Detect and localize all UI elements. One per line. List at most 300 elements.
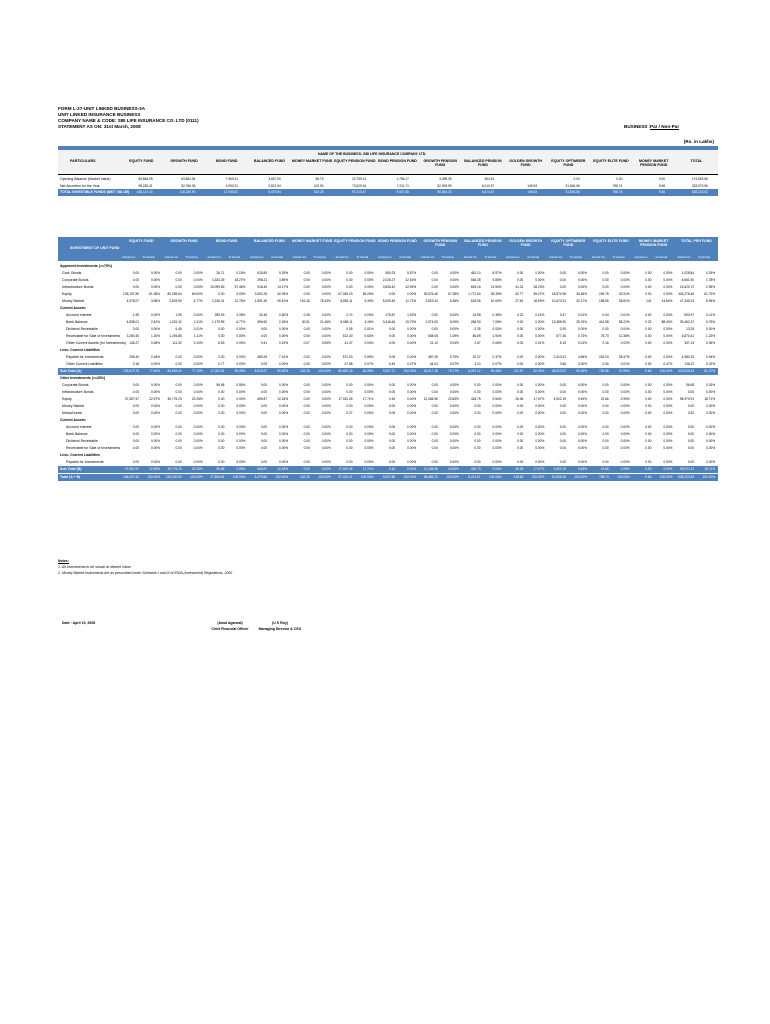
invest-cell: 659.87 [257, 397, 268, 402]
invest-cell: 0.00 [474, 446, 481, 451]
invest-cell: 0.01% [620, 362, 630, 366]
invest-cell: 39.39% [490, 292, 502, 296]
invest-cell: 4,983.15 [681, 355, 695, 359]
invest-cell: 0.00% [577, 432, 587, 437]
invest-cell: 0.00% [706, 439, 716, 444]
summary-cell: 22,799.13 [352, 177, 367, 181]
invest-cell: 0.00 [431, 460, 438, 465]
notes-heading: Notes: [58, 559, 69, 563]
summary-row [58, 176, 718, 183]
invest-cell: 0.00 [175, 285, 182, 289]
invest-cell: 0.00% [663, 446, 673, 451]
invest-cell: 0.79% [449, 355, 459, 359]
invest-row-label: Less: Current Liabilities [60, 453, 100, 458]
invest-cell: 0.00 [474, 411, 481, 416]
invest-cell: 6,474.67 [468, 474, 481, 479]
invest-cell: 100.00% [574, 474, 587, 479]
invest-cell: 0.00% [535, 383, 545, 388]
invest-cell: 6,067.12 [468, 369, 481, 373]
invest-cell: 0.00 [602, 404, 609, 409]
invest-cell: 0.00% [620, 446, 630, 451]
invest-cell: 0.00 [388, 432, 396, 437]
signatory-1-name: (Amal Agarwal) [217, 621, 243, 625]
signatory-1-title: Chief Financial Officer [211, 627, 249, 631]
invest-cell: 0.01% [535, 341, 545, 345]
invest-cell: 0.01% [364, 327, 374, 331]
invest-cell: 0.00% [577, 362, 587, 366]
summary-cell: 9,090.31 [225, 183, 239, 188]
invest-fund-header: GROWTH FUND [170, 239, 198, 243]
invest-cell: 0.00% [449, 446, 459, 451]
invest-cell: 0.00 [260, 432, 268, 437]
invest-cell: 0.00 [602, 271, 609, 275]
invest-cell: 41.24 [515, 285, 524, 289]
summary-fund-header: GROWTH FUND [170, 159, 198, 163]
invest-row [58, 284, 718, 291]
invest-cell: 0.00% [193, 439, 203, 444]
invest-cell: 0.00 [559, 432, 566, 437]
invest-cell: 0.07% [407, 362, 417, 366]
invest-cell: 0.00 [645, 341, 652, 345]
sub-pct: % Actual [698, 255, 710, 259]
invest-cell: 100.00% [232, 474, 246, 479]
invest-cell: 0.00% [492, 327, 502, 331]
invest-cell: 0.00% [663, 439, 673, 444]
invest-cell: 0.00% [364, 404, 374, 409]
invest-cell: 0.00% [321, 271, 331, 275]
invest-cell: 78.43% [319, 299, 331, 303]
invest-cell: 0.00 [431, 432, 438, 437]
summary-cell: 116,330.90 [179, 190, 196, 195]
invest-fund-header: BOND PENSION FUND [378, 239, 417, 243]
invest-cell: 0.00 [303, 467, 310, 472]
invest-cell: 0.00% [577, 411, 587, 416]
invest-cell: 30,776.23 [167, 397, 182, 402]
invest-cell: 0.00 [431, 425, 438, 430]
invest-cell: 4,838.01 [126, 320, 139, 324]
invest-cell: 0.00 [559, 327, 566, 331]
invest-cell: 612.40 [342, 334, 353, 338]
invest-row-label: Money Market [62, 299, 85, 303]
invest-cell: 17.71% [362, 467, 374, 472]
invest-cell: 0.00% [407, 411, 417, 416]
invest-cell: 0.00% [663, 313, 673, 317]
invest-cell: 6,069.11 [340, 320, 353, 324]
invest-cell: 0.00% [492, 383, 502, 388]
invest-cell: 0.00% [535, 446, 545, 451]
invest-cell: 6.45 [175, 327, 182, 331]
invest-row [58, 424, 718, 431]
invest-cell: 0.00% [620, 460, 630, 465]
invest-cell: 0.47% [663, 362, 673, 366]
sub-pct: % Actual [655, 255, 668, 259]
invest-cell: 3,280.30 [126, 334, 139, 338]
invest-cell: 0.09 [260, 362, 268, 366]
invest-cell: 21.46% [319, 320, 331, 324]
invest-cell: 141 [646, 299, 652, 303]
invest-cell: 121.87 [513, 369, 524, 373]
invest-cell: 1.59 [175, 313, 182, 317]
invest-cell: 1,294.85 [169, 334, 182, 338]
invest-cell: 14.64% [661, 299, 673, 303]
invest-cell: 100.00% [659, 369, 673, 373]
footer-date: Date : April 19, 2008 [62, 621, 96, 625]
invest-cell: 0.04% [449, 341, 459, 345]
invest-row-label: Corporate Bonds [62, 383, 89, 388]
invest-cell: 18.71% [704, 467, 716, 472]
invest-cell: 0.00 [517, 362, 524, 366]
invest-cell: 0.00% [364, 411, 374, 416]
invest-cell: 0.00% [492, 404, 502, 409]
invest-cell: 0.00 [602, 446, 609, 451]
invest-cell: 0.00 [132, 390, 139, 395]
invest-cell: 0.00 [602, 439, 609, 444]
invest-cell: 17,310.05 [338, 467, 353, 472]
invest-cell: 10.38% [618, 334, 630, 338]
summary-cell: 3,657.90 [268, 177, 281, 181]
invest-cell: 90.26% [576, 369, 587, 373]
invest-row [58, 396, 718, 403]
invest-cell: 27.81 [515, 299, 524, 303]
invest-row-label: Payable for Investments [66, 355, 104, 359]
invest-cell: 0.28 [303, 313, 310, 317]
invest-cell: 0.00% [407, 327, 417, 331]
invest-cell: 0.00% [577, 327, 587, 331]
invest-cell: 0.00% [577, 383, 587, 388]
invest-cell: 481.10 [470, 271, 481, 275]
invest-cell: 98,971.11 [680, 467, 695, 472]
invest-cell: 3,416.64 [382, 320, 396, 324]
invest-cell: 0.00% [364, 439, 374, 444]
invest-cell: 81.38% [149, 292, 160, 296]
invest-cell: 0.00% [407, 397, 417, 402]
invest-cell: 17,310.05 [338, 397, 353, 402]
summary-cell: 7,211.71 [396, 183, 409, 188]
invest-row [58, 305, 718, 312]
invest-cell: 0.00 [388, 439, 396, 444]
invest-cell: 0.00% [620, 278, 630, 282]
invest-cell: 0.00% [150, 362, 160, 366]
invest-cell: 15.79% [405, 320, 417, 324]
invest-cell: 0.00 [260, 390, 268, 395]
invest-cell: 0.00 [687, 432, 695, 437]
invest-cell: 18.27% [234, 278, 246, 282]
investment-label: INVESTMENT OF UNIT FUND [70, 246, 120, 250]
invest-cell: 0.00 [602, 285, 609, 289]
invest-cell: 0.07% [364, 362, 374, 366]
summary-banner-text: NAME OF THE BUSINESS: SBI LIFE INSURANCE COMPANY LTD. [318, 152, 427, 156]
business-value: Par / Non-Par [650, 124, 680, 129]
summary-cell: 96,282.41 [138, 183, 153, 188]
invest-cell: 0.00% [535, 411, 545, 416]
invest-cell: 0.01% [620, 313, 630, 317]
invest-cell: 0.00 [260, 446, 268, 451]
invest-cell: 0.00 [346, 446, 353, 451]
summary-cell: 3,499.25 [439, 177, 452, 181]
invest-cell: 1,691.26 [254, 299, 268, 303]
invest-cell: 0.07% [492, 362, 502, 366]
invest-cell: 98,970.91 [679, 397, 695, 402]
invest-cell: 0.00% [449, 327, 459, 331]
invest-cell: 0.00 [431, 383, 438, 388]
invest-row [58, 319, 718, 326]
invest-cell: 0.00 [132, 425, 139, 430]
invest-cell: 0.01% [577, 313, 587, 317]
summary-cell: 7,960.31 [225, 177, 239, 181]
invest-cell: 1.78% [706, 278, 716, 282]
invest-cell: 82.28% [362, 369, 374, 373]
invest-cell: 295.40 [129, 355, 139, 359]
invest-cell: 0.00% [449, 432, 459, 437]
invest-cell: 0.00% [193, 404, 203, 409]
invest-cell: 0.00% [150, 439, 160, 444]
invest-cell: 0.00% [364, 425, 374, 430]
sub-pct: % Actual [527, 255, 539, 259]
invest-cell: 0.04 [602, 313, 609, 317]
summary-cell: 69,864.99 [138, 177, 153, 181]
invest-cell: 2,226.41 [211, 299, 225, 303]
summary-row [58, 189, 718, 196]
invest-cell: 0.00% [577, 439, 587, 444]
invest-cell: 0.00 [517, 439, 524, 444]
sub-actual: Actual Inv. [250, 255, 264, 259]
invest-cell: 9.54% [492, 467, 502, 472]
invest-cell: 0.00% [492, 439, 502, 444]
invest-cell: 0.00 [687, 425, 695, 430]
invest-cell: 46,923.87 [551, 369, 566, 373]
invest-cell: 2.74 [346, 313, 353, 317]
invest-cell: 0.00% [321, 285, 331, 289]
sub-actual: Actual Inv. [164, 255, 179, 259]
invest-cell: 0.10% [193, 341, 203, 345]
invest-cell: 0.00% [407, 355, 417, 359]
invest-cell: 0.00% [150, 383, 160, 388]
summary-cell: 2,821.94 [268, 183, 281, 188]
invest-cell: 0.00% [321, 404, 331, 409]
summary-cell: 454.51 [484, 177, 495, 181]
invest-cell: 0.00% [150, 390, 160, 395]
invest-cell: 0.00% [577, 404, 587, 409]
invest-cell: 0.00% [236, 460, 246, 465]
invest-cell: 0.00% [193, 355, 203, 359]
invest-fund-header: BALANCED FUND [253, 239, 286, 243]
invest-cell: 0.00% [364, 271, 374, 275]
invest-cell: 79.17% [448, 369, 459, 373]
summary-cell: 6,479.84 [268, 190, 281, 195]
invest-cell: 0.00 [132, 439, 139, 444]
invest-cell: 2,028.27 [382, 278, 396, 282]
invest-cell: 0.00% [407, 404, 417, 409]
invest-cell: 0.00 [559, 285, 566, 289]
invest-cell: 0.55% [236, 467, 246, 472]
invest-cell: 0.11% [706, 313, 716, 317]
invest-cell: 0.15% [535, 313, 545, 317]
invest-row [58, 382, 718, 389]
invest-cell: 96.68 [216, 383, 225, 388]
invest-cell: 0.00 [474, 404, 481, 409]
invest-cell: 6,479.84 [254, 474, 268, 479]
invest-cell: 97.89% [618, 369, 630, 373]
invest-cell: 0.00 [303, 327, 310, 331]
invest-cell: 100.00% [318, 474, 331, 479]
invest-cell: 0.00 [559, 271, 566, 275]
invest-cell: 0.00 [303, 334, 310, 338]
invest-cell: 9.66 [645, 474, 652, 479]
invest-row-label: Receivable for Sale of Investments [66, 334, 121, 338]
invest-cell: 0.00% [193, 278, 203, 282]
invest-cell: 0.00% [150, 425, 160, 430]
invest-cell: 18,974.95 [551, 292, 566, 296]
invest-cell: 0.00 [303, 390, 310, 395]
invest-cell: 0.00% [663, 285, 673, 289]
invest-cell: 0.00 [687, 460, 695, 465]
summary-fund-header: EQUITY FUND [129, 159, 154, 163]
invest-row-label: Receivable for Sale of Investments [66, 446, 121, 451]
invest-cell: 100.00% [318, 369, 331, 373]
invest-row [58, 452, 718, 459]
invest-cell: 487.49 [428, 355, 438, 359]
invest-cell: 0.00 [687, 439, 695, 444]
invest-cell: 0.00 [645, 425, 652, 430]
invest-cell: 100.00% [489, 474, 502, 479]
invest-cell: 0.55 [346, 327, 353, 331]
invest-cell: 0.00 [303, 271, 310, 275]
invest-cell: 162.25 [300, 369, 310, 373]
invest-cell: 17,508.61 [210, 474, 225, 479]
invest-cell: 0.00% [535, 327, 545, 331]
invest-cell: 216.03 [598, 355, 609, 359]
sub-actual: Actual Inv. [207, 255, 222, 259]
invest-cell: 0.00% [150, 432, 160, 437]
invest-cell: 0.00% [577, 390, 587, 395]
sub-pct: % Actual [441, 255, 454, 259]
invest-row [58, 438, 718, 445]
invest-cell: 3,652.25 [254, 292, 268, 296]
invest-cell: 18.71% [704, 397, 716, 402]
sub-pct: % Actual [356, 255, 369, 259]
invest-cell: 162.25 [300, 474, 310, 479]
invest-cell: 28.47% [618, 355, 630, 359]
invest-cell: 0.00 [260, 334, 268, 338]
invest-cell: 0.00 [346, 278, 353, 282]
invest-cell: 0.00 [687, 404, 695, 409]
invest-cell: 0.15% [279, 341, 289, 345]
invest-cell: 8.97% [492, 271, 502, 275]
invest-cell: 256.90 [470, 320, 481, 324]
invest-cell: 0.00% [279, 439, 289, 444]
invest-cell: 0.00% [492, 446, 502, 451]
invest-cell: 441.58 [598, 320, 609, 324]
invest-cell: 0.00% [577, 446, 587, 451]
invest-cell: 0.00% [321, 278, 331, 282]
invest-cell: 0.00% [663, 425, 673, 430]
invest-cell: 0.00% [535, 355, 545, 359]
invest-cell: 0.00% [236, 432, 246, 437]
invest-cell: 0.00% [620, 439, 630, 444]
invest-cell: 0.07% [449, 362, 459, 366]
invest-row-label: Total (A + B) [60, 474, 81, 479]
invest-cell: 0.00% [407, 341, 417, 345]
invest-row-label: Bank Balance [66, 320, 88, 324]
invest-cell: 22.55% [149, 467, 160, 472]
form-title: FORM L-27-UNIT LINKED BUSINESS-3A [58, 106, 146, 111]
invest-cell: 26.36 [515, 467, 524, 472]
units-note: (Rs. in Lakhs) [683, 139, 714, 144]
invest-cell: 0.00 [132, 285, 139, 289]
invest-cell: 18.59% [533, 299, 545, 303]
invest-cell: 0.00 [175, 355, 182, 359]
invest-cell: 0.00% [407, 292, 417, 296]
invest-cell: 20.83% [448, 467, 459, 472]
invest-cell: 11.72% [405, 299, 417, 303]
invest-row-label: Current Assets: [60, 306, 87, 310]
invest-cell: 0.00 [517, 425, 524, 430]
invest-cell: 0.00% [193, 313, 203, 317]
invest-row-label: Equity [62, 397, 72, 402]
invest-cell: 0.00% [321, 292, 331, 296]
invest-cell: 0.06% [492, 341, 502, 345]
invest-cell: 0.00% [663, 327, 673, 331]
invest-cell: 9.39% [364, 299, 374, 303]
invest-cell: 0.00% [150, 313, 160, 317]
invest-cell: 96.68 [216, 467, 225, 472]
invest-cell: 0.00 [517, 320, 524, 324]
invest-cell: 0.23 [645, 320, 652, 324]
invest-cell: 0.00% [279, 390, 289, 395]
summary-cell: 63,564.54 [181, 177, 196, 181]
invest-cell: 0.52 [687, 411, 695, 416]
invest-cell: 0.00 [175, 383, 182, 388]
invest-cell: 0.00 [218, 446, 225, 451]
invest-cell: 111.32 [172, 341, 182, 345]
invest-cell: 0.00 [474, 432, 481, 437]
invest-cell: 100.00% [403, 369, 417, 373]
invest-cell: 0.00% [577, 460, 587, 465]
summary-cell: 9.66 [658, 183, 666, 188]
invest-cell: 0.00% [449, 313, 459, 317]
invest-cell: 35.27% [533, 292, 545, 296]
invest-cell: 10.18% [277, 467, 289, 472]
invest-cell: 0.00 [559, 425, 566, 430]
invest-cell: 0.01% [193, 327, 203, 331]
invest-cell: 0.00% [449, 383, 459, 388]
invest-cell: 20.83% [448, 397, 459, 402]
invest-cell: 0.00 [218, 292, 225, 296]
invest-cell: 0.73% [577, 334, 587, 338]
invest-cell: 726.88 [598, 369, 609, 373]
invest-cell: 0.00% [193, 362, 203, 366]
invest-cell: 0.00% [236, 390, 246, 395]
invest-cell: 1,771.50 [468, 292, 481, 296]
summary-fund-header: EQUITY ELITE FUND [593, 159, 629, 163]
invest-fund-header: EQUITY FUND [129, 239, 154, 243]
summary-cell: 6,474.67 [481, 190, 495, 195]
invest-row [58, 368, 718, 375]
invest-cell: 0.00% [663, 334, 673, 338]
invest-cell: 0.00% [236, 404, 246, 409]
invest-cell: 0.00 [645, 313, 652, 317]
invest-cell: 596.60 [257, 320, 268, 324]
invest-cell: 0.00 [132, 383, 139, 388]
invest-cell: 0.00 [218, 439, 225, 444]
invest-cell: 36.48% [576, 292, 587, 296]
invest-cell: 0.00% [620, 271, 630, 275]
invest-cell: 5.57% [407, 271, 417, 275]
invest-cell: 0.00 [175, 271, 182, 275]
summary-cell: 174,653.56 [691, 177, 708, 181]
invest-cell: 0.18% [150, 355, 160, 359]
invest-cell: 89.82% [277, 369, 289, 373]
